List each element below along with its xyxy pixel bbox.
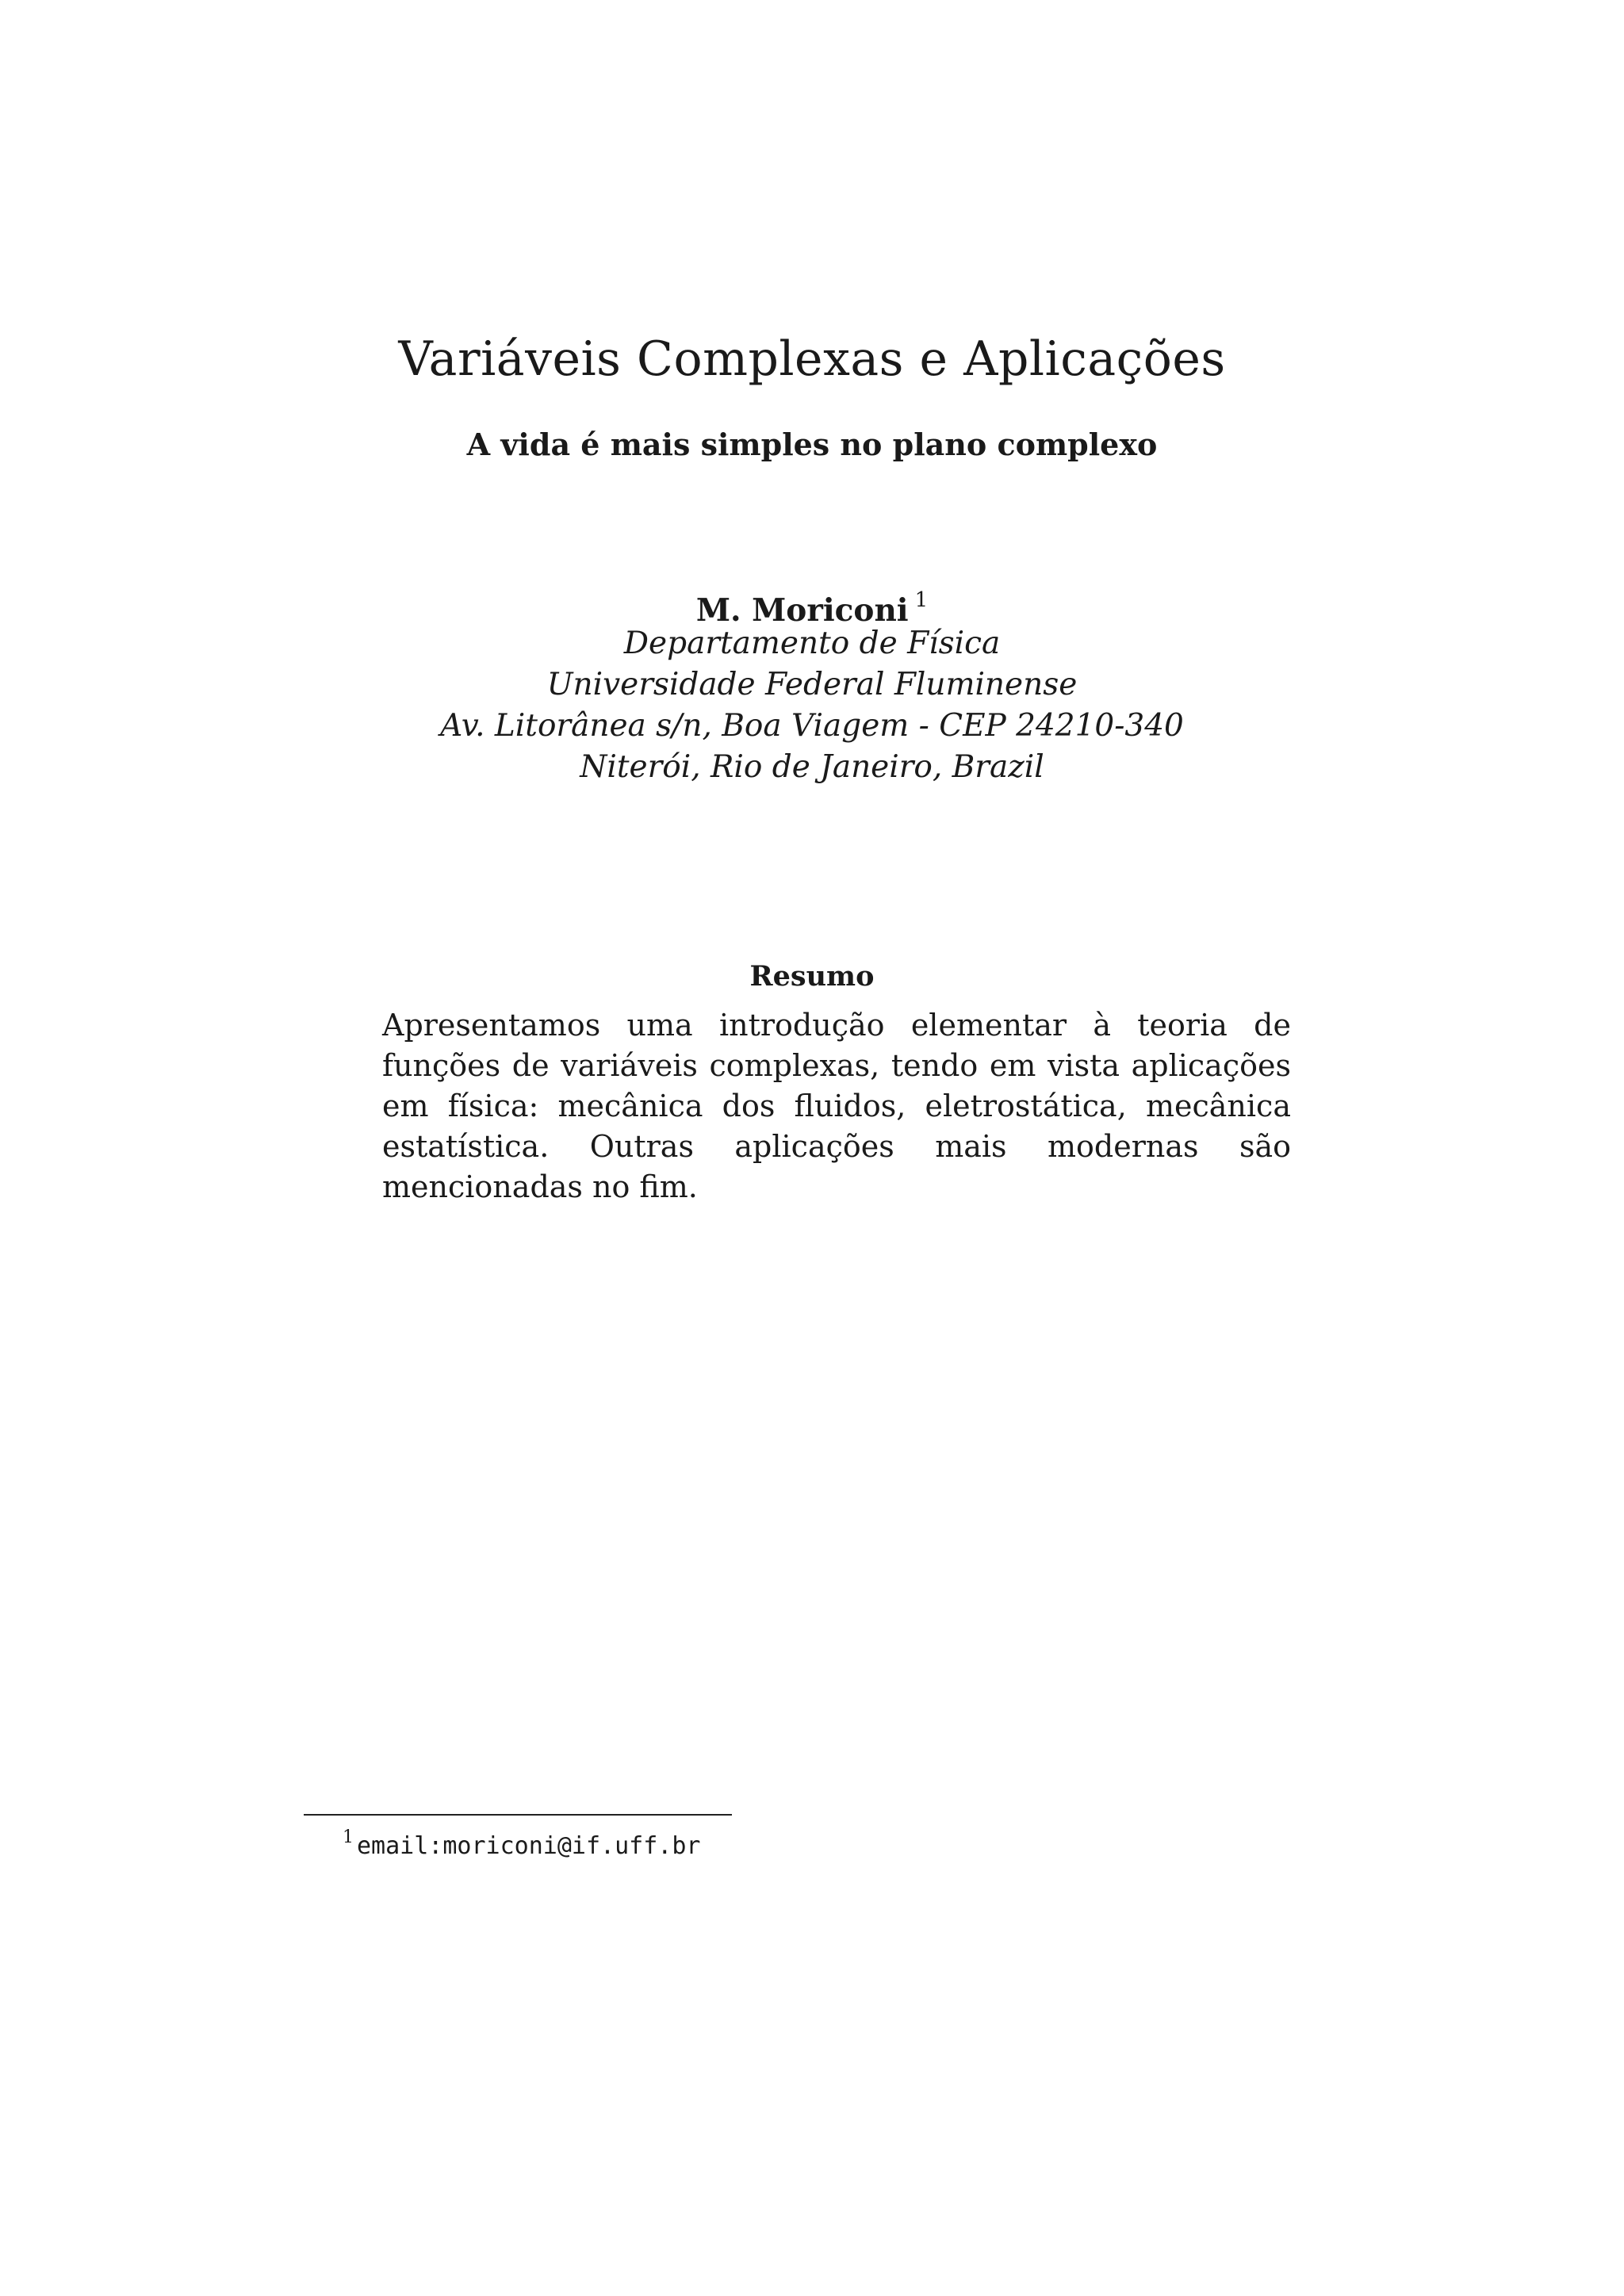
affiliation-university: Universidade Federal Fluminense	[546, 667, 1078, 702]
footnote-divider	[304, 1814, 732, 1816]
affiliation-department: Departamento de Física	[623, 626, 1001, 661]
abstract-heading: Resumo	[749, 960, 875, 993]
author-footnote-mark: 1	[914, 588, 929, 612]
abstract-text: Apresentamos uma introdução elementar à teoria de funções de variáveis complexas, tendo em vista aplicações em física: mecânica dos fluidos, eletrostática, mecânica estatística. Outras aplicações mais modernas são mencionadas no fim.	[382, 1008, 1291, 1204]
footnote-mark: 1	[343, 1827, 354, 1847]
footnote	[343, 1822, 700, 1862]
affiliation-address: Av. Litorânea s/n, Boa Viagem - CEP 24210-340	[440, 708, 1184, 744]
affiliation-city: Niterói, Rio de Janeiro, Brazil	[580, 749, 1044, 785]
paper-title: Variáveis Complexas e Aplicações	[398, 331, 1226, 387]
footnote-email: email:moriconi@if.uff.br	[357, 1832, 701, 1860]
paper-subtitle: A vida é mais simples no plano complexo	[466, 427, 1158, 462]
author-name: M. Moriconi	[695, 592, 909, 629]
